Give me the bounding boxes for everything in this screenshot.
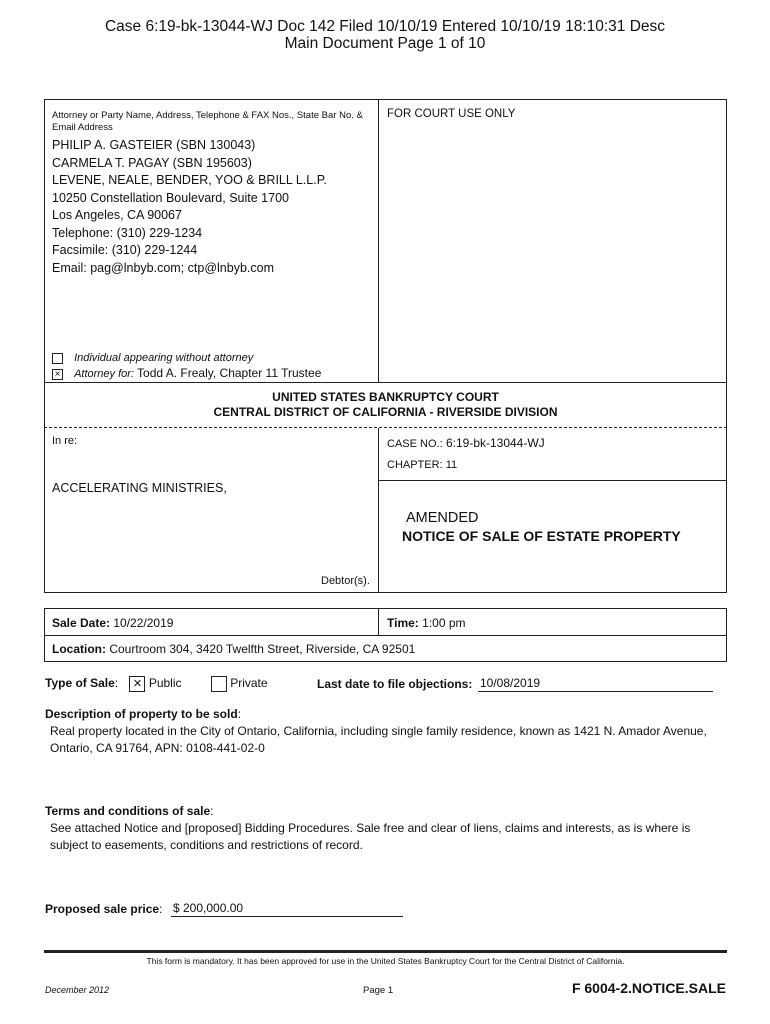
chapter-label: CHAPTER: <box>387 459 443 471</box>
sale-date-label: Sale Date: <box>52 616 111 630</box>
individual-label: Individual appearing without attorney <box>74 352 254 364</box>
sale-location-label: Location: <box>52 642 106 656</box>
footer-rule <box>44 950 727 953</box>
private-checkbox[interactable] <box>211 676 227 692</box>
sale-time <box>387 616 466 630</box>
attorney-info <box>52 137 327 277</box>
divider <box>378 609 379 635</box>
court-use-label: FOR COURT USE ONLY <box>387 108 516 120</box>
court-district: CENTRAL DISTRICT OF CALIFORNIA - RIVERSIDE DIVISION <box>213 405 558 419</box>
attorney-box-label: Attorney or Party Name, Address, Telephone & FAX Nos., State Bar No. & Email Address <box>52 110 363 133</box>
price-value: $ 200,000.00 <box>173 901 244 915</box>
individual-row <box>52 352 253 364</box>
attorney-line: 10250 Constellation Boulevard, Suite 1700 <box>52 190 289 205</box>
terms-text: See attached Notice and [proposed] Bidding Procedures. Sale free and clear of liens, claims and interests, as is where is subject to easements, conditions and restrictions of record. <box>50 821 691 852</box>
attorney-line: Facsimile: (310) 229-1244 <box>52 243 198 257</box>
description-heading: Description of property to be sold: <box>45 707 242 721</box>
attorney-for-row <box>52 366 321 380</box>
sale-time-value: 1:00 pm <box>422 616 466 630</box>
description-text: Real property located in the City of Ontario, California, including single family residence, known as 1421 N. Amador Avenue, Ontario, CA 91764, APN: 0108-441-02-0 <box>50 724 707 755</box>
case-no-label: CASE NO.: <box>387 438 443 450</box>
sale-time-label: Time: <box>387 616 419 630</box>
objections-value: 10/08/2019 <box>480 676 541 690</box>
footer-mandatory: This form is mandatory. It has been approved for use in the United States Bankruptcy Court for the Central District of California. <box>146 956 625 966</box>
attorney-line: LEVENE, NEALE, BENDER, YOO & BRILL L.L.P. <box>52 173 327 187</box>
debtor-name: ACCELERATING MINISTRIES, <box>52 481 227 495</box>
individual-checkbox[interactable] <box>52 353 63 364</box>
sale-location-value: Courtroom 304, 3420 Twelfth Street, Riverside, CA 92501 <box>109 642 416 656</box>
terms-label: Terms and conditions of sale <box>45 804 211 818</box>
type-of-sale: Type of Sale: × Public Private <box>45 675 268 692</box>
attorney-line: CARMELA T. PAGAY (SBN 195603) <box>52 155 252 170</box>
type-of-sale-label: Type of Sale <box>45 676 115 691</box>
attorney-for-label: Attorney for: <box>74 368 134 380</box>
price-heading: Proposed sale price: <box>45 902 163 916</box>
divider <box>378 480 727 481</box>
sale-location <box>52 642 415 656</box>
price-field[interactable] <box>171 902 403 917</box>
divider <box>45 635 726 636</box>
court-title-box <box>44 382 727 428</box>
objections-deadline: Last date to file objections: <box>317 677 473 691</box>
chapter-value: 11 <box>445 459 458 471</box>
form-number: F 6004-2.NOTICE.SALE <box>571 980 726 996</box>
footer-page: Page 1 <box>363 985 394 996</box>
attorney-line: Los Angeles, CA 90067 <box>52 208 182 222</box>
document-page-line: Main Document Page 1 of 10 <box>284 35 486 52</box>
attorney-line: Telephone: (310) 229-1234 <box>52 225 203 240</box>
amended-label: AMENDED <box>406 510 479 526</box>
public-label: Public <box>148 676 182 691</box>
attorney-for-checkbox[interactable]: × <box>52 369 63 380</box>
case-box <box>44 428 727 593</box>
court-name: UNITED STATES BANKRUPTCY COURT <box>272 390 499 404</box>
objections-field[interactable] <box>478 677 713 692</box>
public-checkbox[interactable]: × <box>129 676 145 692</box>
sale-date-value: 10/22/2019 <box>113 616 174 630</box>
private-label: Private <box>230 676 268 691</box>
sale-date <box>52 616 173 630</box>
case-number <box>387 436 545 450</box>
document-title: NOTICE OF SALE OF ESTATE PROPERTY <box>402 528 681 544</box>
divider <box>378 100 379 382</box>
case-header-line: Case 6:19-bk-13044-WJ Doc 142 Filed 10/10/19 Entered 10/10/19 18:10:31 Desc <box>104 18 666 35</box>
description-label: Description of property to be sold <box>45 707 238 721</box>
attorney-box <box>44 99 727 383</box>
chapter <box>387 459 457 471</box>
terms-heading: Terms and conditions of sale: <box>45 804 214 818</box>
price-label: Proposed sale price <box>45 902 160 916</box>
in-re-label: In re: <box>52 435 78 447</box>
sale-box <box>44 608 727 662</box>
divider <box>378 428 379 593</box>
case-no-value: 6:19-bk-13044-WJ <box>445 436 545 450</box>
attorney-line: Email: pag@lnbyb.com; ctp@lnbyb.com <box>52 260 274 275</box>
debtor-label: Debtor(s). <box>321 575 370 587</box>
objections-label: Last date to file objections <box>317 677 469 691</box>
footer-date: December 2012 <box>45 985 110 995</box>
attorney-line: PHILIP A. GASTEIER (SBN 130043) <box>52 138 256 152</box>
attorney-for-value: Todd A. Frealy, Chapter 11 Trustee <box>137 366 322 380</box>
